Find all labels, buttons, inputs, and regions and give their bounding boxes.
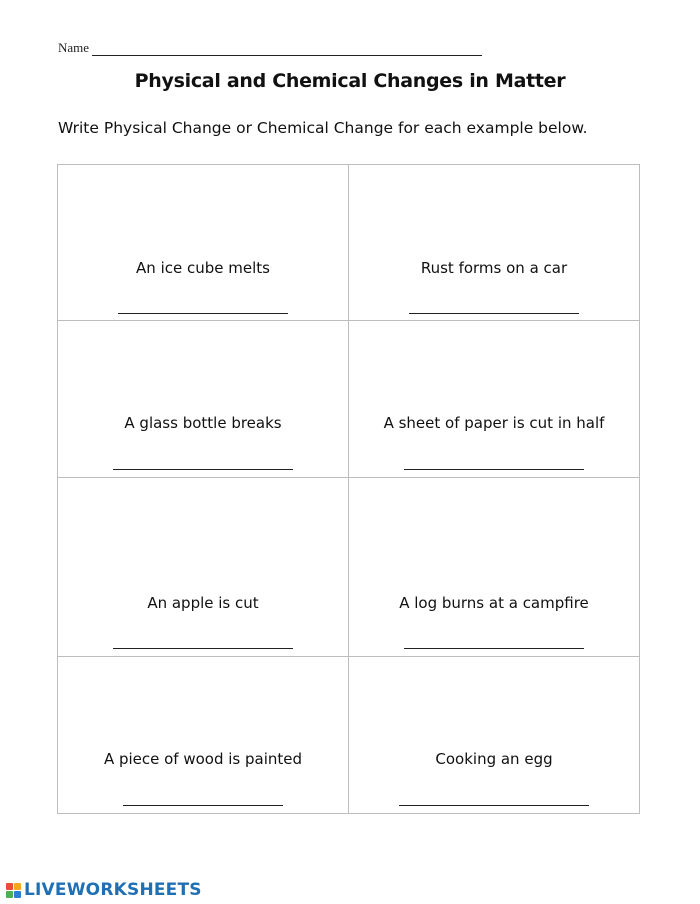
example-cell [58, 478, 349, 657]
name-blank[interactable] [92, 43, 482, 56]
example-cell [58, 165, 349, 321]
example-label: An apple is cut [147, 594, 259, 612]
answer-blank[interactable] [123, 805, 283, 806]
example-label: A log burns at a campfire [399, 594, 589, 612]
example-cell [349, 478, 639, 657]
example-label: A sheet of paper is cut in half [383, 414, 605, 432]
example-label: A piece of wood is painted [103, 750, 303, 768]
instructions: Write Physical Change or Chemical Change for each example below. [58, 119, 588, 137]
answer-blank[interactable] [404, 469, 584, 470]
example-cell [349, 657, 639, 813]
example-cell [58, 657, 349, 813]
example-label: An ice cube melts [136, 259, 270, 277]
example-label: A glass bottle breaks [124, 414, 282, 432]
example-cell [58, 321, 349, 478]
example-label: Rust forms on a car [420, 259, 568, 277]
example-cell [349, 321, 639, 478]
examples-grid [57, 164, 640, 814]
answer-blank[interactable] [404, 648, 584, 649]
brand-name: LIVEWORKSHEETS [24, 880, 202, 900]
answer-blank[interactable] [409, 313, 579, 314]
example-cell [349, 165, 639, 321]
answer-blank[interactable] [113, 648, 293, 649]
answer-blank[interactable] [118, 313, 288, 314]
footer-brand [6, 880, 202, 900]
liveworksheets-logo-icon [6, 883, 21, 898]
name-label: Name [58, 40, 90, 55]
worksheet-title: Physical and Chemical Changes in Matter [134, 70, 566, 92]
answer-blank[interactable] [113, 469, 293, 470]
name-field [58, 40, 482, 56]
answer-blank[interactable] [399, 805, 589, 806]
example-label: Cooking an egg [435, 750, 553, 768]
